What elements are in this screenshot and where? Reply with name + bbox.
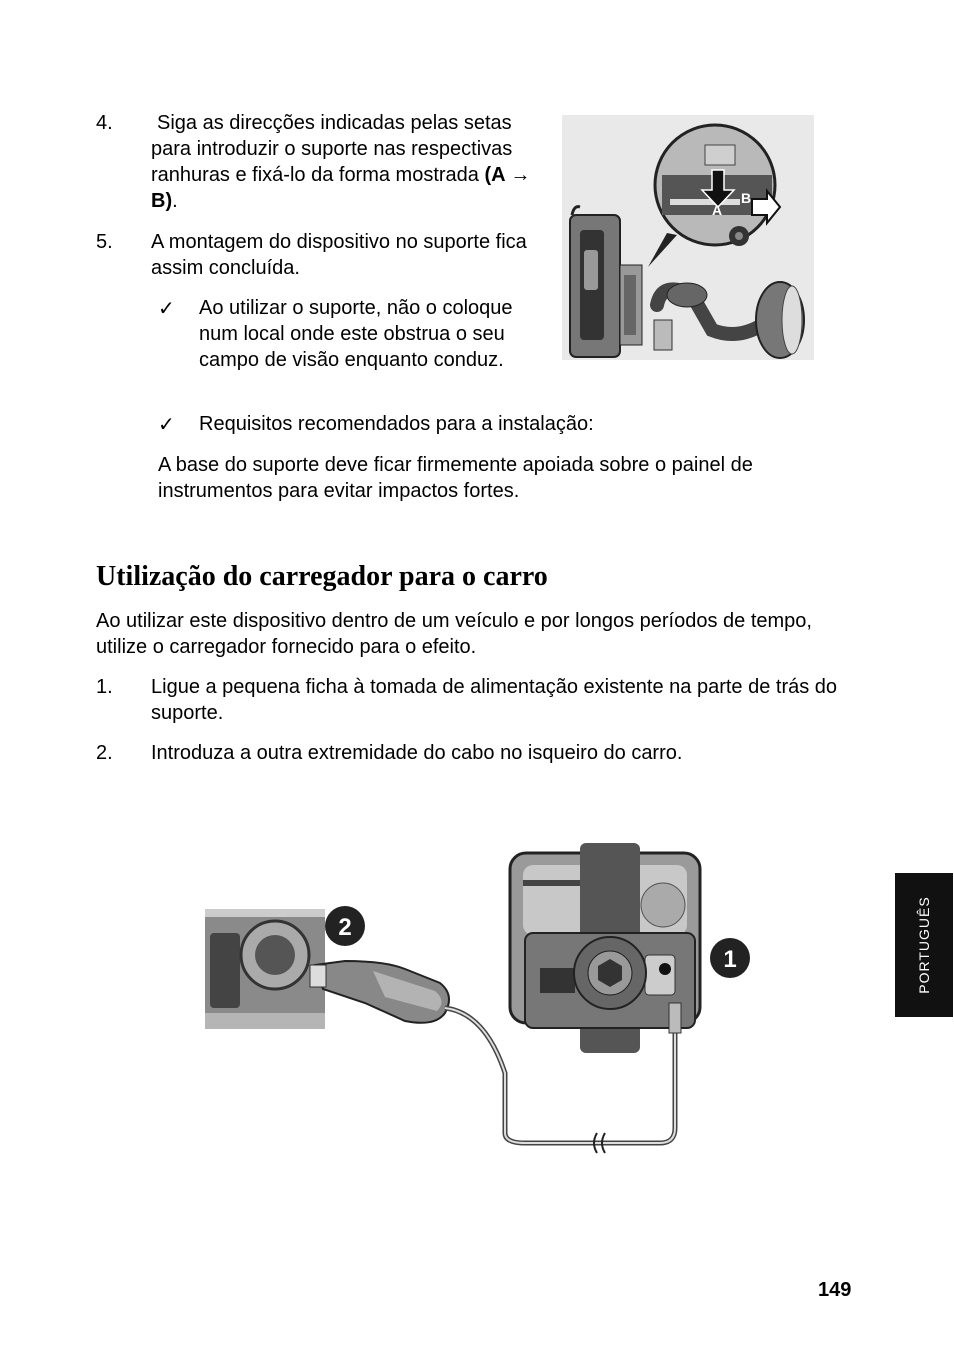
note-paragraph: A base do suporte deve ficar firmemente apoiada sobre o painel de instrumentos para evitar impactos fortes. [158,454,753,502]
callout-1: 1 [723,946,737,973]
page-number: 149 [818,1279,852,1301]
language-tab-label: PORTUGUÊS [916,896,932,994]
section-title: Utilização do carregador para o carro [96,561,548,592]
step-number: 2. [96,742,113,764]
check-icon: ✓ [158,412,175,436]
check-text: Ao utilizar o suporte, não o coloque num local onde este obstrua o seu campo de visão enquanto conduz. [199,297,513,371]
mount-illustration [562,115,814,360]
label-b: B [741,190,752,206]
car-charger-illustration [205,843,760,1158]
step-number: 5. [96,231,113,253]
section-intro: Ao utilizar este dispositivo dentro de um veículo e por longos períodos de tempo, utilize o carregador fornecido para o efeito. [96,610,812,658]
step-text: A montagem do dispositivo no suporte fica assim concluída. [151,231,527,279]
step-text [151,110,551,214]
label-a: A [712,202,723,218]
check-icon: ✓ [158,296,175,320]
step-number: 1. [96,676,113,698]
step-number: 4. [96,112,113,134]
step-text: Ligue a pequena ficha à tomada de alimentação existente na parte de trás do suporte. [151,676,838,724]
step-text: Introduza a outra extremidade do cabo no isqueiro do carro. [151,742,683,764]
language-tab [895,873,953,1017]
check-text: Requisitos recomendados para a instalação: [199,413,594,435]
callout-2: 2 [338,914,352,941]
step-text-bold: (A → B) [151,164,531,212]
step-text-end: . [172,190,178,212]
step-text-main: Siga as direcções indicadas pelas setas para introduzir o suporte nas respectivas ranhuras e fixá-lo da forma mostrada [151,112,513,186]
